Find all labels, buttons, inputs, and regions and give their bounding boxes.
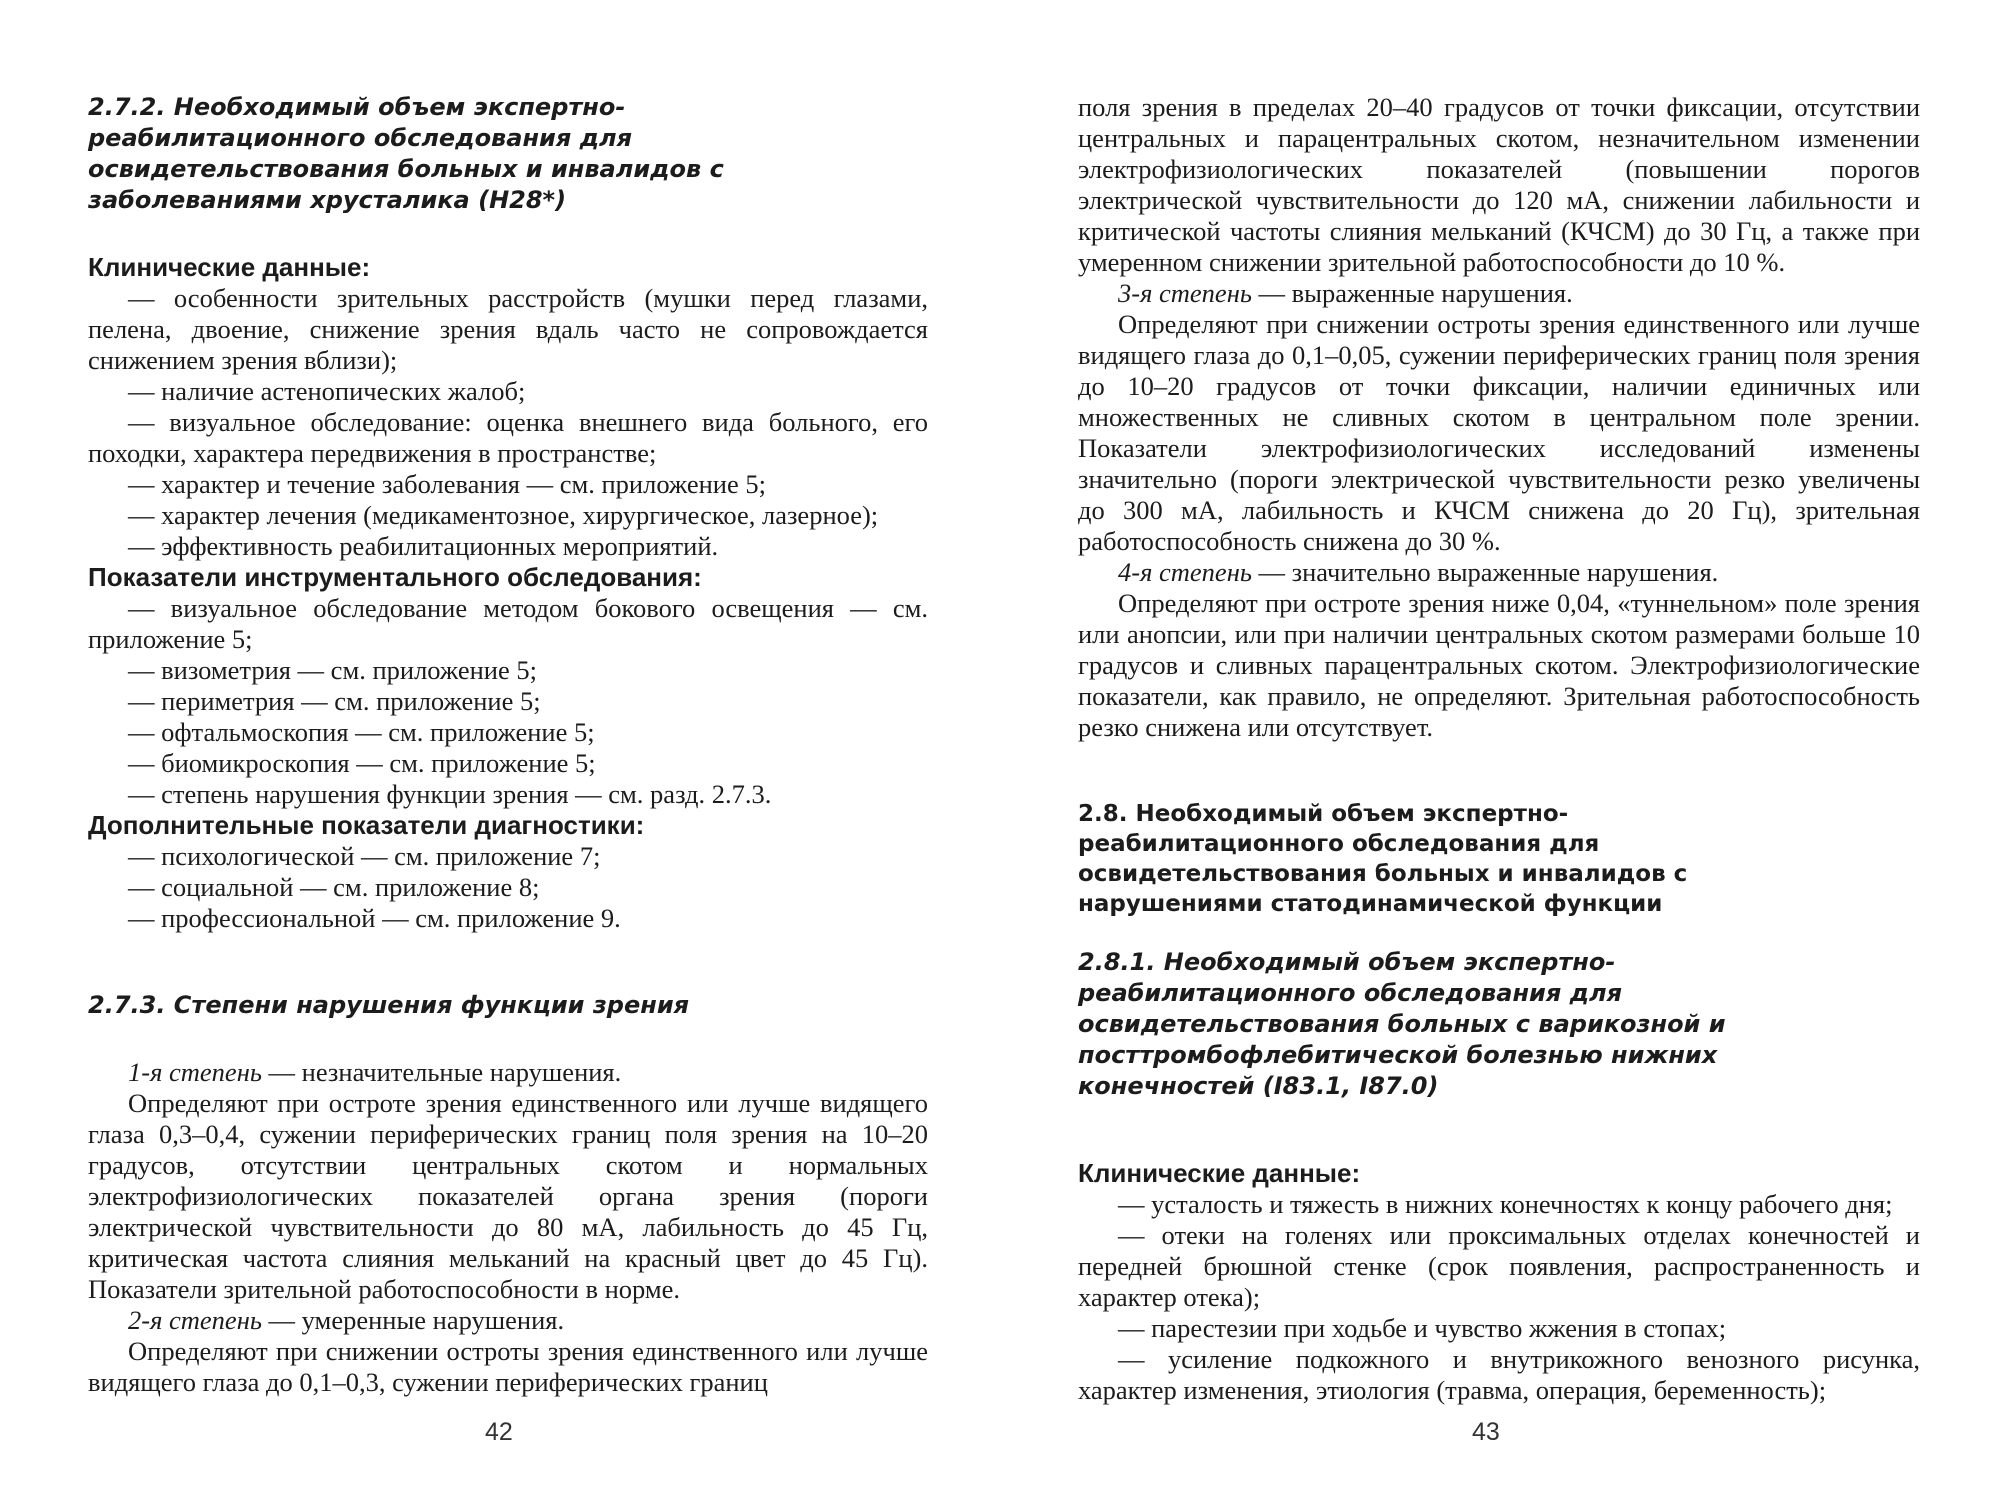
degree-4-text: Определяют при остроте зрения ниже 0,04, «туннельном» поле зрения или анопсии, или при наличии центральных скотом размерами больше 10 градусов и сливных парацентральных скотом. Электрофизиологические показатели, как правило, не определяют. Зрительная работоспособность резко снижена или отсутствует. [1078, 588, 1920, 742]
list-item: — периметрия — см. приложение 5; [128, 686, 541, 716]
degree-4-desc: — значительно выраженные нарушения. [1251, 557, 1719, 587]
degree-2-text: Определяют при снижении остроты зрения единственного или лучше видящего глаза до 0,1–0,3, сужении периферических границ [88, 1336, 928, 1397]
section-heading-2-8: 2.8. Необходимый объем экспертно-реабилитационного обследования для освидетельствования больных и инвалидов с нарушениями статодинамической функции [1078, 801, 1688, 917]
left-column [88, 92, 928, 1398]
list-item: — усиление подкожного и внутрикожного венозного рисунка, характер изменения, этиология (травма, операция, беременность); [1078, 1344, 1920, 1405]
right-column [1078, 92, 1920, 1406]
degree-4-title: 4-я степень [1118, 557, 1252, 587]
degree-3-line [1078, 278, 1920, 309]
list-item: — характер лечения (медикаментозное, хирургическое, лазерное); [128, 500, 879, 530]
degree-1-line [88, 1057, 928, 1088]
additional-label: Дополнительные показатели диагностики: [88, 810, 645, 840]
list-item: — особенности зрительных расстройств (мушки перед глазами, пелена, двоение, снижение зрения вдаль часто не сопровождается снижением зрения вблизи); [88, 283, 928, 375]
list-item: — визуальное обследование: оценка внешнего вида больного, его походки, характера передвижения в пространстве; [88, 407, 928, 468]
page-number-right: 43 [1472, 1418, 1500, 1446]
degree-2-line [88, 1305, 928, 1336]
list-item: — характер и течение заболевания — см. приложение 5; [128, 469, 766, 499]
clinical-data-label-right: Клинические данные: [1078, 1158, 1361, 1188]
right-page [1000, 0, 2000, 1494]
page-number-left: 42 [485, 1418, 513, 1446]
list-item: — усталость и тяжесть в нижних конечностях к концу рабочего дня; [1118, 1189, 1893, 1219]
degree-3-title: 3-я степень [1118, 278, 1252, 308]
instrumental-label: Показатели инструментального обследования: [88, 562, 702, 592]
list-item: — биомикроскопия — см. приложение 5; [128, 748, 596, 778]
section-heading-2-7-3: 2.7.3. Степени нарушения функции зрения [88, 991, 690, 1019]
list-item: — визуальное обследование методом бокового освещения — см. приложение 5; [88, 593, 928, 654]
degree-4-line [1078, 557, 1920, 588]
instrumental-list [88, 593, 928, 810]
degree-2-desc: — умеренные нарушения. [261, 1305, 565, 1335]
list-item: — психологической — см. приложение 7; [128, 841, 601, 871]
list-item: — офтальмоскопия — см. приложение 5; [128, 717, 595, 747]
clinical-list-right [1078, 1189, 1920, 1406]
list-item: — наличие астенопических жалоб; [128, 376, 526, 406]
degree-3-desc: — выраженные нарушения. [1251, 278, 1573, 308]
list-item: — социальной — см. приложение 8; [128, 872, 540, 902]
section-heading-2-8-1: 2.8.1. Необходимый объем экспертно-реабилитационного обследования для освидетельствования больных с варикозной и посттромбофлебитической болезнью нижних конечностей (I83.1, I87.0) [1078, 948, 1726, 1100]
list-item: — визометрия — см. приложение 5; [128, 655, 537, 685]
list-item: — профессиональной — см. приложение 9. [128, 903, 621, 933]
list-item: — отеки на голенях или проксимальных отделах конечностей и передней брюшной стенке (срок появления, распространенность и характер отека); [1078, 1220, 1920, 1312]
list-item: — степень нарушения функции зрения — см. разд. 2.7.3. [128, 779, 772, 809]
clinical-data-label: Клинические данные: [88, 252, 371, 282]
degree-1-title: 1-я степень [128, 1057, 262, 1087]
continued-text: поля зрения в пределах 20–40 градусов от точки фиксации, отсутствии центральных и парацентральных скотом, незначительном изменении электрофизиологических показателей (повышении порогов электрической чувствительности до 120 мА, снижении лабильности и критической частоты слияния мельканий (КЧСМ) до 30 Гц, а также при умеренном снижении зрительной работоспособности до 10 %. [1078, 92, 1920, 277]
degree-1-text: Определяют при остроте зрения единственного или лучше видящего глаза 0,3–0,4, сужении периферических границ поля зрения на 10–20 градусов, отсутствии центральных скотом и нормальных электрофизиологических показателей органа зрения (пороги электрической чувствительности до 80 мА, лабильность до 45 Гц, критическая частота слияния мельканий на красный цвет до 45 Гц). Показатели зрительной работоспособности в норме. [88, 1088, 928, 1304]
additional-list [88, 841, 928, 934]
degree-3-text: Определяют при снижении остроты зрения единственного или лучше видящего глаза до 0,1–0,05, сужении периферических границ поля зрения до 10–20 градусов от точки фиксации, наличии единичных или множественных не сливных скотом в центральном поле зрении. Показатели электрофизиологических исследований изменены значительно (пороги электрической чувствительности резко увеличены до 300 мА, лабильность и КЧСМ снижена до 20 Гц), зрительная работоспособность снижена до 30 %. [1078, 309, 1920, 556]
clinical-list [88, 283, 928, 562]
degree-2-title: 2-я степень [128, 1305, 262, 1335]
degree-1-desc: — незначительные нарушения. [261, 1057, 622, 1087]
list-item: — эффективность реабилитационных мероприятий. [128, 531, 719, 561]
section-heading-2-7-2: 2.7.2. Необходимый объем экспертно-реабилитационного обследования для освидетельствования больных и инвалидов с заболеваниями хрусталика (Н28*) [88, 93, 724, 214]
list-item: — парестезии при ходьбе и чувство жжения в стопах; [1118, 1313, 1727, 1343]
